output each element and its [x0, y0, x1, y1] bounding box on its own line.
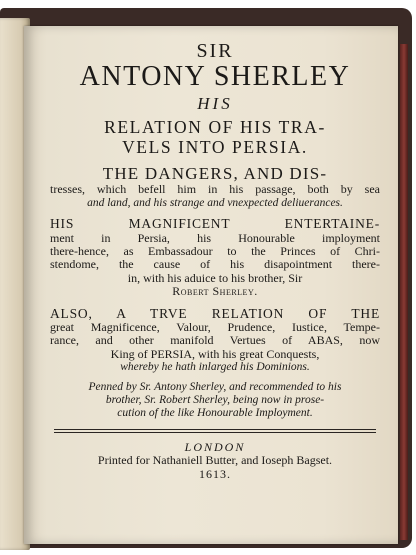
- cover-edge: [400, 44, 408, 540]
- penned-line: Penned by Sr. Antony Sherley, and recommended to his: [88, 381, 342, 394]
- rule-top: [54, 429, 376, 430]
- dangers-heading: THE DANGERS, AND DIS-: [102, 164, 328, 184]
- also-line: whereby he hath inlarged his Dominions.: [120, 361, 310, 374]
- imprint: [50, 441, 380, 481]
- penned-line: cution of the like Honourable Imployment.: [117, 406, 313, 419]
- imprint-year: 1613.: [199, 466, 231, 481]
- magnificent-line: stendome, the cause of his disapointment there-: [50, 257, 380, 272]
- also-heading: ALSO, A TRVE RELATION OF THE: [50, 305, 380, 321]
- title-page: [24, 26, 398, 544]
- rule-bottom: [54, 432, 376, 433]
- magnificent-line: there-hence, as Embassadour to the Princes of Chri-: [50, 243, 380, 258]
- magnificent-heading: HIS MAGNIFICENT ENTERTAINE-: [50, 216, 380, 232]
- title-page-content: [50, 40, 380, 481]
- also-line: King of PERSIA, with his great Conquests,: [110, 346, 320, 361]
- imprint-place: LONDON: [184, 439, 246, 454]
- penned-line: brother, Sr. Robert Sherley, being now in prose-: [105, 393, 325, 406]
- title-sir: SIR: [196, 40, 234, 62]
- book-cover: [0, 8, 412, 548]
- magnificent-line: Robert Sherley.: [172, 284, 258, 299]
- title-his: HIS: [197, 93, 233, 113]
- dangers-line: and land, and his strange and vnexpected deliuerances.: [87, 196, 343, 209]
- imprint-printer: Printed for Nathaniell Butter, and Ioseph Bagset.: [97, 453, 333, 468]
- magnificent-line: in, with his aduice to his brother, Sir: [127, 270, 303, 285]
- magnificent-line: ment in Persia, his Honourable imployment: [50, 230, 380, 245]
- dangers-line: tresses, which befell him in his passage, both by sea: [50, 182, 380, 197]
- also-line: great Magnificence, Valour, Prudence, Iustice, Tempe-: [50, 319, 380, 334]
- also-line: rance, and other manifold Vertues of ABAS, now: [50, 333, 380, 348]
- title-name: ANTONY SHERLEY: [79, 61, 351, 93]
- relation-line: RELATION OF HIS TRA-: [104, 116, 326, 137]
- relation-line: VELS INTO PERSIA.: [122, 137, 308, 158]
